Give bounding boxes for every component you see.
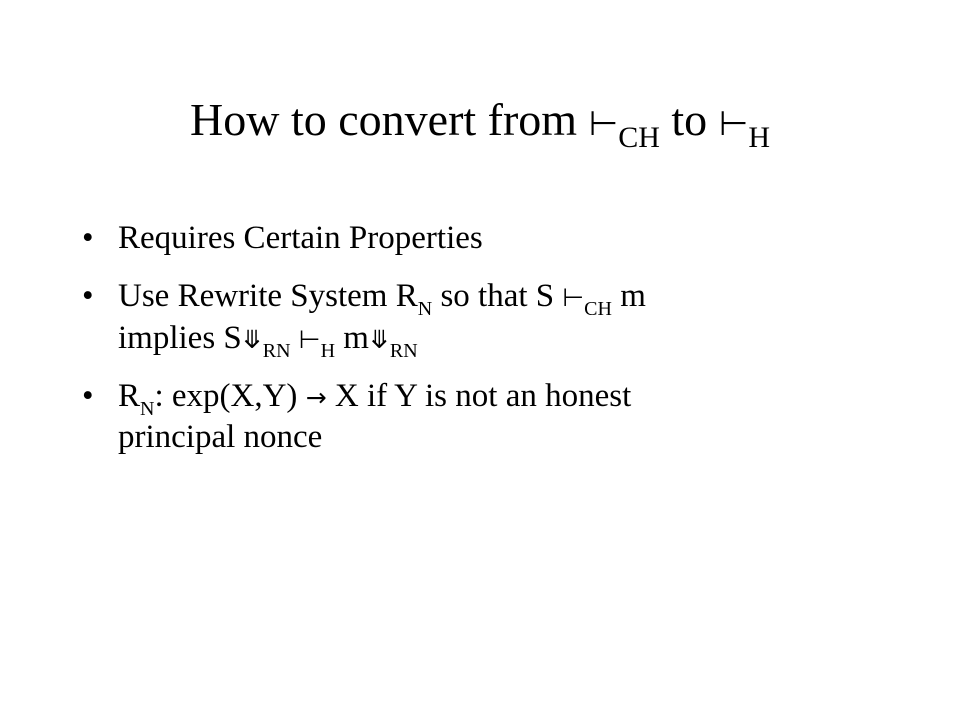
bullet-text: m [335, 319, 369, 356]
turnstile-symbol: ⊢ [562, 283, 585, 313]
bullet-text: so that S [432, 278, 563, 315]
title-subscript-ch: CH [618, 121, 660, 154]
bullet-marker: • [82, 220, 94, 256]
subscript-rn: RN [389, 339, 418, 362]
turnstile-symbol: ⊢ [298, 324, 321, 354]
down-arrow-symbol: ⤋ [241, 324, 263, 354]
bullet-list [82, 218, 882, 475]
bullet-text: Requires Certain Properties [118, 220, 483, 256]
bullet-text: Use Rewrite System R [118, 278, 418, 315]
bullet-text: implies S [118, 319, 242, 356]
subscript-h: H [320, 339, 336, 362]
bullet-text: m [611, 278, 646, 315]
title-subscript-h: H [748, 121, 770, 154]
title-text-1: How to convert from [190, 94, 589, 145]
subscript-rn: RN [262, 339, 291, 362]
subscript-n: N [140, 397, 155, 420]
subscript-n: N [417, 298, 433, 321]
title-text-2: to [659, 94, 719, 145]
bullet-item-requires [82, 218, 882, 259]
subscript-ch: CH [584, 298, 612, 321]
bullet-item-rewrite-system [82, 276, 882, 362]
right-arrow-icon: → [305, 382, 327, 412]
down-arrow-symbol: ⤋ [368, 324, 390, 354]
bullet-marker: • [82, 377, 94, 414]
turnstile-symbol: ⊢ [588, 104, 619, 144]
bullet-text: : exp(X,Y) [154, 377, 306, 414]
bullet-text: R [118, 377, 141, 414]
turnstile-symbol: ⊢ [718, 104, 749, 144]
slide-title [0, 92, 960, 154]
bullet-marker: • [82, 278, 94, 315]
bullet-item-rn-definition [82, 376, 882, 459]
bullet-text: X if Y is not an honest [326, 377, 632, 414]
bullet-text: principal nonce [118, 419, 323, 455]
